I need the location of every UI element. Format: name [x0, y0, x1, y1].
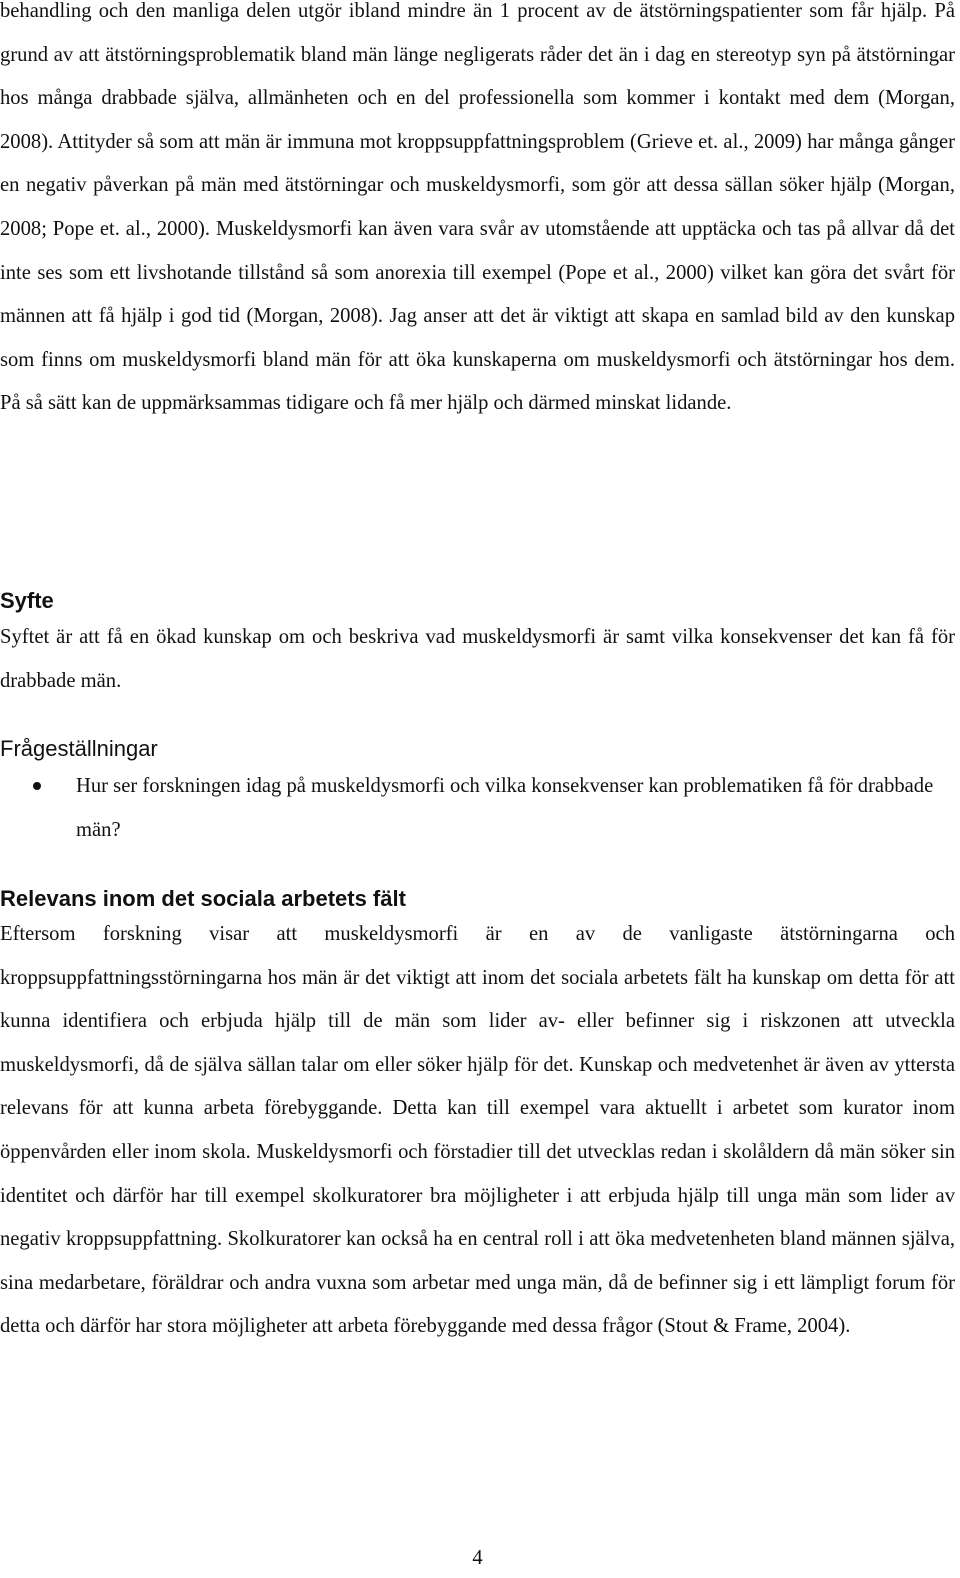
- syfte-heading: Syfte: [0, 588, 54, 613]
- bullet-icon: [33, 782, 41, 790]
- fragestallningar-list: [0, 765, 955, 852]
- list-item-text: Hur ser forskningen idag på muskeldysmorfi och vilka konsekvenser kan problematiken få för drabbade män?: [76, 775, 934, 841]
- relevans-paragraph: Eftersom forskning visar att muskeldysmorfi är en av de vanligaste ätstörningarna och kroppsuppfattningsstörningarna hos män är det viktigt att inom det sociala arbetets fält ha kunskap om detta för att kunna identifiera och erbjuda hjälp till de män som lider av- eller befinner sig i riskzonen att utveckla muskeldysmorfi, då de själva sällan talar om eller söker hjälp för det. Kunskap och medvetenhet är även av yttersta relevans för att kunna arbeta förebyggande. Detta kan till exempel vara aktuellt i arbetet som kurator inom öppenvården eller inom skola. Muskeldysmorfi och förstadier till det utvecklas redan i skolåldern då män söker sin identitet och därför har till exempel skolkuratorer bra möjligheter i att erbjuda hjälp till unga män som lider av negativ kroppsuppfattning. Skolkuratorer kan också ha en central roll i att öka medvetenheten bland männen själva, sina medarbetare, föräldrar och andra vuxna som arbetar med unga män, då de befinner sig i ett lämpligt forum för detta och därför har stora möjligheter att arbeta förebyggande med dessa frågor (Stout & Frame, 2004).: [0, 923, 955, 1338]
- list-item: [0, 765, 955, 852]
- page-number: 4: [472, 1547, 483, 1569]
- syfte-paragraph: Syftet är att få en ökad kunskap om och beskriva vad muskeldysmorfi är samt vilka konsekvenser det kan få för drabbade män.: [0, 626, 955, 692]
- intro-paragraph: behandling och den manliga delen utgör ibland mindre än 1 procent av de ätstörningspatienter som får hjälp. På grund av att ätstörningsproblematik bland män länge negligerats råder det än i dag en stereotyp syn på ätstörningar hos många drabbade själva, allmänheten och en del professionella som kommer i kontakt med dem (Morgan, 2008). Attityder så som att män är immuna mot kroppsuppfattningsproblem (Grieve et. al., 2009) har många gånger en negativ påverkan på män med ätstörningar och muskeldysmorfi, som gör att dessa sällan söker hjälp (Morgan, 2008; Pope et. al., 2000). Muskeldysmorfi kan även vara svår av utomstående att upptäcka och tas på allvar då det inte ses som ett livshotande tillstånd så som anorexia till exempel (Pope et al., 2000) vilket kan göra det svårt för männen att få hjälp i god tid (Morgan, 2008). Jag anser att det är viktigt att skapa en samlad bild av den kunskap som finns om muskeldysmorfi bland män för att öka kunskaperna om muskeldysmorfi och ätstörningar hos dem. På så sätt kan de uppmärksammas tidigare och få mer hjälp och därmed minskat lidande.: [0, 0, 955, 415]
- fragestallningar-heading: Frågeställningar: [0, 736, 158, 761]
- relevans-heading: Relevans inom det sociala arbetets fält: [0, 886, 406, 911]
